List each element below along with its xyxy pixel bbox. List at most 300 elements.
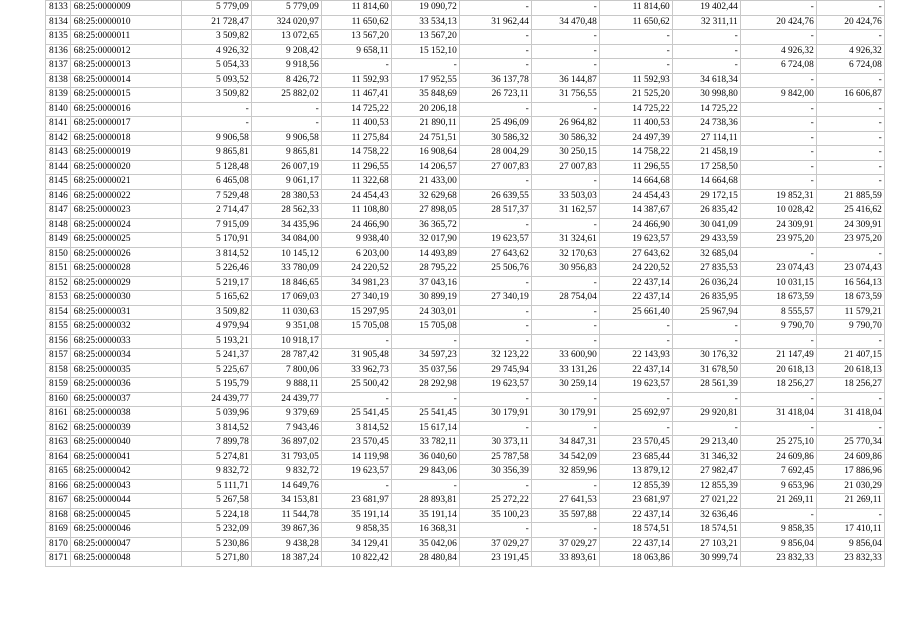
value-cell: 36 897,02 — [251, 436, 321, 451]
table-row — [46, 146, 885, 161]
value-cell: 36 040,60 — [391, 450, 459, 465]
value-cell: - — [321, 392, 391, 407]
value-cell: 19 623,57 — [459, 378, 531, 393]
value-cell: 9 918,56 — [251, 59, 321, 74]
value-cell: - — [816, 146, 884, 161]
value-cell: 30 356,39 — [459, 465, 531, 480]
value-cell: 24 439,77 — [251, 392, 321, 407]
value-cell: 11 650,62 — [321, 15, 391, 30]
value-cell: 7 529,48 — [181, 189, 251, 204]
table-row — [46, 320, 885, 335]
cadastral-code-cell: 68:25:0000018 — [70, 131, 181, 146]
value-cell: 9 790,70 — [740, 320, 816, 335]
value-cell: 17 069,03 — [251, 291, 321, 306]
value-cell: 23 570,45 — [599, 436, 672, 451]
value-cell: 21 525,20 — [599, 88, 672, 103]
table-row — [46, 421, 885, 436]
value-cell: - — [531, 305, 599, 320]
value-cell: 27 641,53 — [531, 494, 599, 509]
row-index-cell: 8168 — [46, 508, 71, 523]
value-cell: 4 979,94 — [181, 320, 251, 335]
value-cell: 37 029,27 — [459, 537, 531, 552]
value-cell: 34 084,00 — [251, 233, 321, 248]
row-index-cell: 8165 — [46, 465, 71, 480]
value-cell: - — [251, 117, 321, 132]
value-cell: 14 493,89 — [391, 247, 459, 262]
value-cell: 19 623,57 — [599, 233, 672, 248]
value-cell: - — [251, 102, 321, 117]
value-cell: 37 029,27 — [531, 537, 599, 552]
value-cell: 23 191,45 — [459, 552, 531, 567]
value-cell: 32 170,63 — [531, 247, 599, 262]
value-cell: 11 400,53 — [321, 117, 391, 132]
value-cell: 11 275,84 — [321, 131, 391, 146]
row-index-cell: 8148 — [46, 218, 71, 233]
value-cell: - — [672, 392, 740, 407]
value-cell: - — [816, 131, 884, 146]
value-cell: 5 054,33 — [181, 59, 251, 74]
value-cell: 8 555,57 — [740, 305, 816, 320]
cadastral-code-cell: 68:25:0000034 — [70, 349, 181, 364]
value-cell: 25 661,40 — [599, 305, 672, 320]
cadastral-code-cell: 68:25:0000048 — [70, 552, 181, 567]
table-row — [46, 334, 885, 349]
value-cell: 17 886,96 — [816, 465, 884, 480]
value-cell: 31 793,05 — [251, 450, 321, 465]
row-index-cell: 8150 — [46, 247, 71, 262]
value-cell: 31 346,32 — [672, 450, 740, 465]
cadastral-code-cell: 68:25:0000030 — [70, 291, 181, 306]
value-cell: 19 623,57 — [459, 233, 531, 248]
value-cell: 26 835,42 — [672, 204, 740, 219]
cadastral-code-cell: 68:25:0000014 — [70, 73, 181, 88]
value-cell: 9 858,35 — [321, 523, 391, 538]
value-cell: 22 437,14 — [599, 363, 672, 378]
value-cell: - — [459, 218, 531, 233]
value-cell: 24 439,77 — [181, 392, 251, 407]
value-cell: 28 004,29 — [459, 146, 531, 161]
value-cell: 3 509,82 — [181, 30, 251, 45]
row-index-cell: 8169 — [46, 523, 71, 538]
value-cell: 24 497,39 — [599, 131, 672, 146]
value-cell: 27 007,83 — [531, 160, 599, 175]
table-row — [46, 305, 885, 320]
value-cell: 33 782,11 — [391, 436, 459, 451]
value-cell: - — [816, 160, 884, 175]
value-cell: 10 028,42 — [740, 204, 816, 219]
value-cell: - — [599, 44, 672, 59]
value-cell: 29 920,81 — [672, 407, 740, 422]
value-cell: 34 542,09 — [531, 450, 599, 465]
value-cell: 25 692,97 — [599, 407, 672, 422]
value-cell: 5 230,86 — [181, 537, 251, 552]
value-cell: 31 678,50 — [672, 363, 740, 378]
value-cell: - — [740, 392, 816, 407]
value-cell: 18 256,27 — [816, 378, 884, 393]
value-cell: 14 725,22 — [672, 102, 740, 117]
value-cell: 22 437,14 — [599, 537, 672, 552]
value-cell: 26 036,24 — [672, 276, 740, 291]
value-cell: 9 906,58 — [181, 131, 251, 146]
value-cell: - — [672, 334, 740, 349]
value-cell: 34 470,48 — [531, 15, 599, 30]
cadastral-code-cell: 68:25:0000009 — [70, 1, 181, 16]
value-cell: 5 274,81 — [181, 450, 251, 465]
value-cell: 23 074,43 — [816, 262, 884, 277]
value-cell: 27 103,21 — [672, 537, 740, 552]
row-index-cell: 8140 — [46, 102, 71, 117]
value-cell: 11 108,80 — [321, 204, 391, 219]
value-cell: 32 859,96 — [531, 465, 599, 480]
value-cell: 9 379,69 — [251, 407, 321, 422]
value-cell: 9 842,00 — [740, 88, 816, 103]
value-cell: 21 433,00 — [391, 175, 459, 190]
value-cell: - — [321, 479, 391, 494]
value-cell: 16 564,13 — [816, 276, 884, 291]
value-cell: 30 586,32 — [531, 131, 599, 146]
value-cell: 30 176,32 — [672, 349, 740, 364]
value-cell: 24 609,86 — [740, 450, 816, 465]
value-cell: 19 090,72 — [391, 1, 459, 16]
table-row — [46, 160, 885, 175]
value-cell: 32 017,90 — [391, 233, 459, 248]
value-cell: - — [816, 102, 884, 117]
row-index-cell: 8154 — [46, 305, 71, 320]
value-cell: 33 503,03 — [531, 189, 599, 204]
value-cell: 20 424,76 — [740, 15, 816, 30]
value-cell: 2 714,47 — [181, 204, 251, 219]
value-cell: 18 846,65 — [251, 276, 321, 291]
cadastral-code-cell: 68:25:0000013 — [70, 59, 181, 74]
table-row — [46, 59, 885, 74]
value-cell: - — [599, 30, 672, 45]
value-cell: 9 653,96 — [740, 479, 816, 494]
row-index-cell: 8141 — [46, 117, 71, 132]
value-cell: 11 592,93 — [321, 73, 391, 88]
value-cell: 9 856,04 — [740, 537, 816, 552]
value-cell: 35 042,06 — [391, 537, 459, 552]
value-cell: 24 751,51 — [391, 131, 459, 146]
value-cell: 24 466,90 — [321, 218, 391, 233]
value-cell: 18 574,51 — [599, 523, 672, 538]
value-cell: 28 893,81 — [391, 494, 459, 509]
value-cell: - — [599, 392, 672, 407]
value-cell: 15 617,14 — [391, 421, 459, 436]
value-cell: 31 905,48 — [321, 349, 391, 364]
value-cell: - — [531, 421, 599, 436]
value-cell: 24 220,52 — [321, 262, 391, 277]
value-cell: 5 271,80 — [181, 552, 251, 567]
value-cell: 6 203,00 — [321, 247, 391, 262]
value-cell: 13 072,65 — [251, 30, 321, 45]
value-cell: 7 943,46 — [251, 421, 321, 436]
value-cell: 29 172,15 — [672, 189, 740, 204]
cadastral-code-cell: 68:25:0000025 — [70, 233, 181, 248]
value-cell: 14 758,22 — [599, 146, 672, 161]
value-cell: - — [459, 30, 531, 45]
table-row — [46, 102, 885, 117]
value-cell: 29 745,94 — [459, 363, 531, 378]
cadastral-code-cell: 68:25:0000044 — [70, 494, 181, 509]
value-cell: 18 574,51 — [672, 523, 740, 538]
row-index-cell: 8157 — [46, 349, 71, 364]
value-cell: 5 267,58 — [181, 494, 251, 509]
value-cell: 30 041,09 — [672, 218, 740, 233]
row-index-cell: 8136 — [46, 44, 71, 59]
table-row — [46, 88, 885, 103]
value-cell: 26 007,19 — [251, 160, 321, 175]
value-cell: 9 938,40 — [321, 233, 391, 248]
value-cell: 32 123,22 — [459, 349, 531, 364]
value-cell: 324 020,97 — [251, 15, 321, 30]
value-cell: - — [181, 102, 251, 117]
value-cell: 26 639,55 — [459, 189, 531, 204]
value-cell: 14 725,22 — [321, 102, 391, 117]
cadastral-code-cell: 68:25:0000047 — [70, 537, 181, 552]
value-cell: 11 650,62 — [599, 15, 672, 30]
value-cell: 25 967,94 — [672, 305, 740, 320]
cadastral-code-cell: 68:25:0000021 — [70, 175, 181, 190]
value-cell: 25 496,09 — [459, 117, 531, 132]
table-row — [46, 349, 885, 364]
value-cell: 34 435,96 — [251, 218, 321, 233]
value-cell: 5 128,48 — [181, 160, 251, 175]
row-index-cell: 8155 — [46, 320, 71, 335]
value-cell: 33 893,61 — [531, 552, 599, 567]
value-cell: 23 832,33 — [816, 552, 884, 567]
value-cell: - — [459, 320, 531, 335]
value-cell: 35 037,56 — [391, 363, 459, 378]
value-cell: 26 835,95 — [672, 291, 740, 306]
value-cell: 28 517,37 — [459, 204, 531, 219]
value-cell: - — [740, 247, 816, 262]
value-cell: 24 220,52 — [599, 262, 672, 277]
value-cell: 10 918,17 — [251, 334, 321, 349]
value-cell: 11 296,55 — [321, 160, 391, 175]
value-cell: 29 433,59 — [672, 233, 740, 248]
value-cell: 27 340,19 — [459, 291, 531, 306]
value-cell: - — [672, 44, 740, 59]
value-cell: 7 915,09 — [181, 218, 251, 233]
value-cell: 11 592,93 — [599, 73, 672, 88]
value-cell: 9 865,81 — [251, 146, 321, 161]
value-cell: 23 074,43 — [740, 262, 816, 277]
value-cell: 5 170,91 — [181, 233, 251, 248]
value-cell: 19 852,31 — [740, 189, 816, 204]
value-cell: 31 756,55 — [531, 88, 599, 103]
value-cell: 23 681,97 — [321, 494, 391, 509]
value-cell: 32 311,11 — [672, 15, 740, 30]
row-index-cell: 8159 — [46, 378, 71, 393]
value-cell: - — [531, 175, 599, 190]
value-cell: 35 597,88 — [531, 508, 599, 523]
value-cell: 6 724,08 — [740, 59, 816, 74]
cadastral-code-cell: 68:25:0000032 — [70, 320, 181, 335]
value-cell: 5 093,52 — [181, 73, 251, 88]
table-row — [46, 537, 885, 552]
cadastral-code-cell: 68:25:0000020 — [70, 160, 181, 175]
table-row — [46, 363, 885, 378]
value-cell: 29 843,06 — [391, 465, 459, 480]
value-cell: - — [531, 320, 599, 335]
value-cell: - — [599, 334, 672, 349]
value-cell: 25 541,45 — [391, 407, 459, 422]
value-cell: 13 567,20 — [391, 30, 459, 45]
table-row — [46, 508, 885, 523]
value-cell: 34 847,31 — [531, 436, 599, 451]
value-cell: - — [391, 392, 459, 407]
row-index-cell: 8170 — [46, 537, 71, 552]
value-cell: - — [816, 508, 884, 523]
table-row — [46, 378, 885, 393]
value-cell: - — [740, 73, 816, 88]
value-cell: 9 658,11 — [321, 44, 391, 59]
value-cell: 3 814,52 — [181, 421, 251, 436]
cadastral-code-cell: 68:25:0000022 — [70, 189, 181, 204]
row-index-cell: 8149 — [46, 233, 71, 248]
value-cell: 25 787,58 — [459, 450, 531, 465]
value-cell: 14 725,22 — [599, 102, 672, 117]
value-cell: - — [672, 421, 740, 436]
value-cell: 9 858,35 — [740, 523, 816, 538]
value-cell: 31 162,57 — [531, 204, 599, 219]
row-index-cell: 8147 — [46, 204, 71, 219]
table-row — [46, 44, 885, 59]
value-cell: 24 454,43 — [321, 189, 391, 204]
value-cell: - — [816, 30, 884, 45]
value-cell: - — [599, 421, 672, 436]
value-cell: 35 100,23 — [459, 508, 531, 523]
value-cell: 21 407,15 — [816, 349, 884, 364]
value-cell: 19 623,57 — [321, 465, 391, 480]
table-row — [46, 392, 885, 407]
cadastral-code-cell: 68:25:0000046 — [70, 523, 181, 538]
value-cell: 9 865,81 — [181, 146, 251, 161]
row-index-cell: 8135 — [46, 30, 71, 45]
value-cell: 23 975,20 — [816, 233, 884, 248]
value-cell: 32 636,46 — [672, 508, 740, 523]
value-cell: - — [816, 392, 884, 407]
cadastral-code-cell: 68:25:0000011 — [70, 30, 181, 45]
value-cell: 33 780,09 — [251, 262, 321, 277]
value-cell: 21 728,47 — [181, 15, 251, 30]
value-cell: 23 570,45 — [321, 436, 391, 451]
value-cell: 11 579,21 — [816, 305, 884, 320]
value-cell: 24 309,91 — [740, 218, 816, 233]
value-cell: - — [531, 523, 599, 538]
value-cell: 26 723,11 — [459, 88, 531, 103]
value-cell: 33 534,13 — [391, 15, 459, 30]
value-cell: - — [740, 175, 816, 190]
value-cell: 19 623,57 — [599, 378, 672, 393]
value-cell: 27 835,53 — [672, 262, 740, 277]
value-cell: 33 131,26 — [531, 363, 599, 378]
value-cell: - — [816, 73, 884, 88]
row-index-cell: 8153 — [46, 291, 71, 306]
value-cell: 30 956,83 — [531, 262, 599, 277]
value-cell: 33 600,90 — [531, 349, 599, 364]
table-row — [46, 436, 885, 451]
row-index-cell: 8146 — [46, 189, 71, 204]
value-cell: 14 387,67 — [599, 204, 672, 219]
table-row — [46, 523, 885, 538]
value-cell: 9 790,70 — [816, 320, 884, 335]
value-cell: 16 908,64 — [391, 146, 459, 161]
value-cell: 25 500,42 — [321, 378, 391, 393]
value-cell: - — [740, 421, 816, 436]
value-cell: 5 226,46 — [181, 262, 251, 277]
value-cell: 25 770,34 — [816, 436, 884, 451]
value-cell: - — [672, 320, 740, 335]
value-cell: 28 562,33 — [251, 204, 321, 219]
value-cell: 36 144,87 — [531, 73, 599, 88]
value-cell: 20 424,76 — [816, 15, 884, 30]
value-cell: 22 437,14 — [599, 508, 672, 523]
value-cell: 14 664,68 — [599, 175, 672, 190]
value-cell: 21 458,19 — [672, 146, 740, 161]
value-cell: - — [391, 59, 459, 74]
value-cell: 25 541,45 — [321, 407, 391, 422]
cadastral-code-cell: 68:25:0000038 — [70, 407, 181, 422]
table-row — [46, 465, 885, 480]
cadastral-code-cell: 68:25:0000043 — [70, 479, 181, 494]
value-cell: 27 982,47 — [672, 465, 740, 480]
value-cell: 18 063,86 — [599, 552, 672, 567]
value-cell: 11 544,78 — [251, 508, 321, 523]
value-cell: 23 832,33 — [740, 552, 816, 567]
value-cell: 36 365,72 — [391, 218, 459, 233]
value-cell: - — [740, 30, 816, 45]
value-cell: - — [816, 247, 884, 262]
value-cell: 24 738,36 — [672, 117, 740, 132]
table-row — [46, 73, 885, 88]
value-cell: 27 340,19 — [321, 291, 391, 306]
value-cell: 4 926,32 — [740, 44, 816, 59]
value-cell: 21 269,11 — [816, 494, 884, 509]
value-cell: 10 031,15 — [740, 276, 816, 291]
value-cell: 24 454,43 — [599, 189, 672, 204]
table-row — [46, 189, 885, 204]
value-cell: 17 410,11 — [816, 523, 884, 538]
value-cell: 4 926,32 — [816, 44, 884, 59]
row-index-cell: 8166 — [46, 479, 71, 494]
value-cell: 24 609,86 — [816, 450, 884, 465]
row-index-cell: 8138 — [46, 73, 71, 88]
value-cell: 18 256,27 — [740, 378, 816, 393]
row-index-cell: 8144 — [46, 160, 71, 175]
table-row — [46, 276, 885, 291]
value-cell: 27 643,62 — [459, 247, 531, 262]
value-cell: 11 322,68 — [321, 175, 391, 190]
value-cell: 18 673,59 — [816, 291, 884, 306]
value-cell: - — [740, 146, 816, 161]
value-cell: 11 400,53 — [599, 117, 672, 132]
value-cell: 23 685,44 — [599, 450, 672, 465]
table-row — [46, 131, 885, 146]
value-cell: 27 898,05 — [391, 204, 459, 219]
value-cell: 14 119,98 — [321, 450, 391, 465]
value-cell: 13 567,20 — [321, 30, 391, 45]
value-cell: - — [531, 30, 599, 45]
value-cell: - — [459, 102, 531, 117]
row-index-cell: 8139 — [46, 88, 71, 103]
value-cell: 29 213,40 — [672, 436, 740, 451]
value-cell: 5 039,96 — [181, 407, 251, 422]
value-cell: 5 219,17 — [181, 276, 251, 291]
value-cell: 12 855,39 — [672, 479, 740, 494]
value-cell: 9 832,72 — [181, 465, 251, 480]
value-cell: 11 814,60 — [321, 1, 391, 16]
